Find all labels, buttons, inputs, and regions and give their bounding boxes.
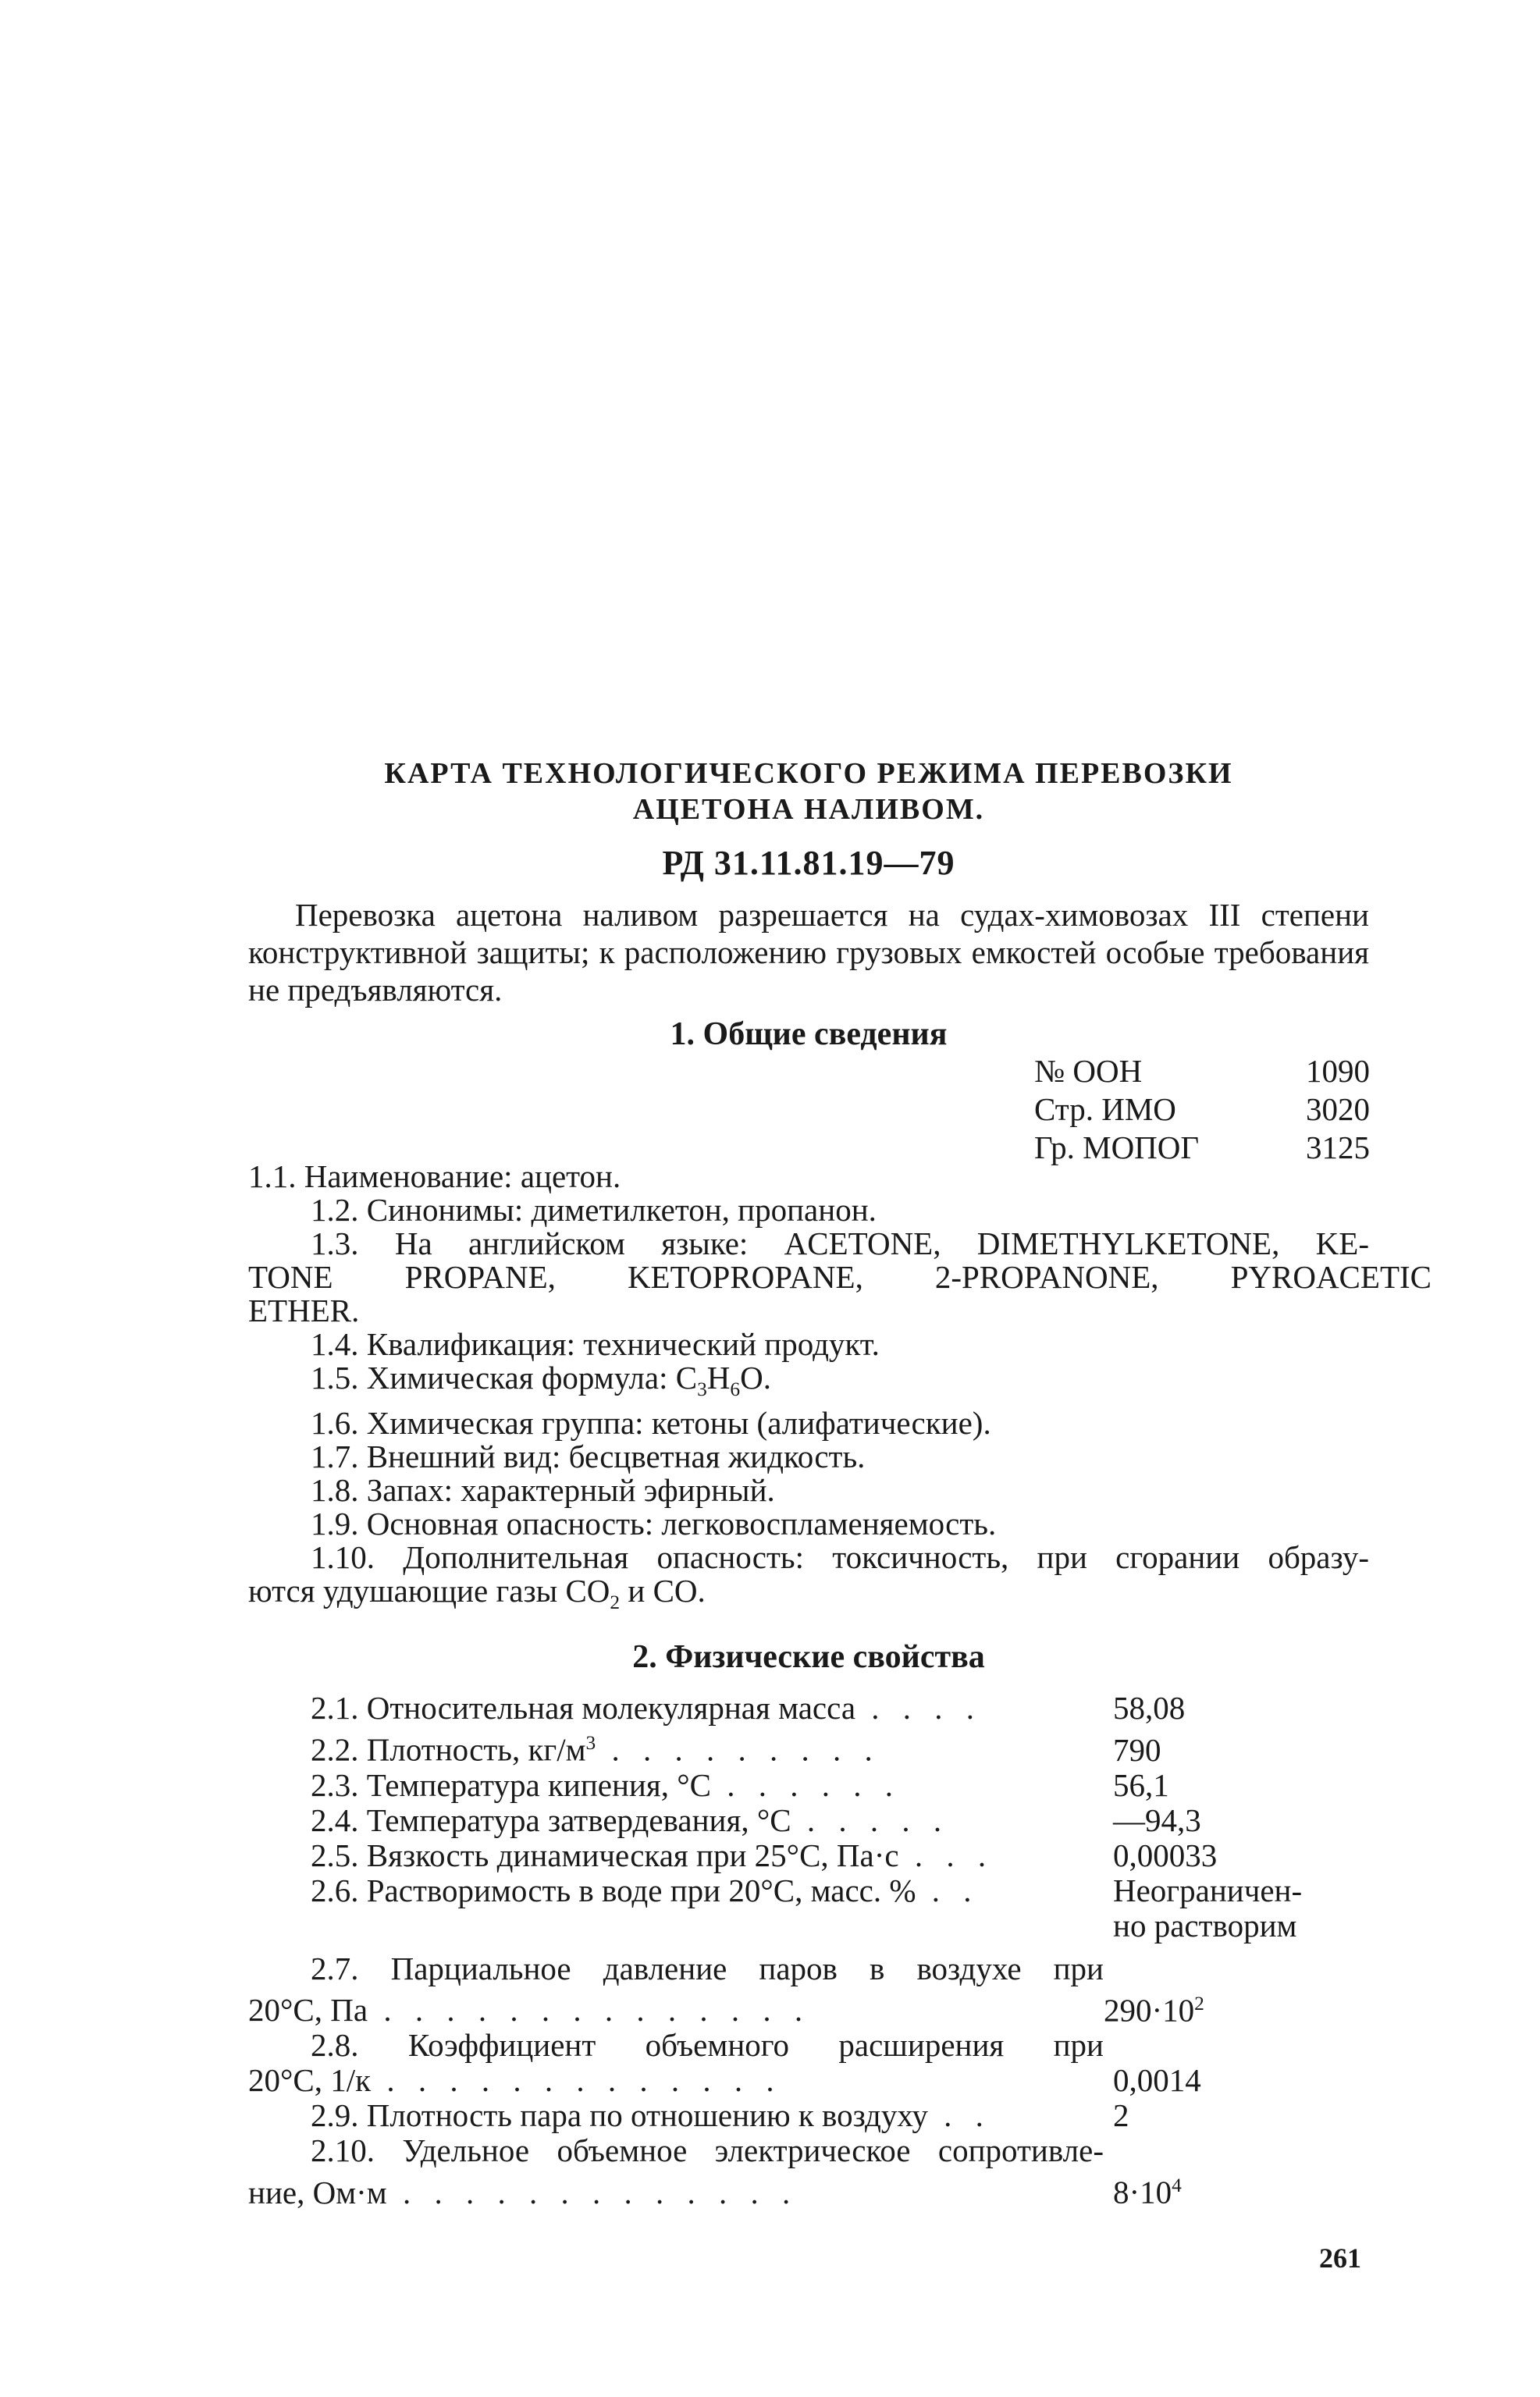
item-text: 1.4. Квалификация: технический продукт. — [311, 1326, 880, 1362]
subscript: 6 — [730, 1378, 741, 1401]
section2-heading: 2. Физические свойства — [632, 1639, 985, 1675]
property-row — [248, 1768, 1369, 1803]
property-row-continuation — [248, 2168, 1369, 2210]
property-value: 58,08 — [1113, 1690, 1186, 1726]
document-code: РД 31.11.81.19—79 — [662, 844, 955, 882]
property-row — [248, 1726, 1369, 1768]
list-item — [248, 1193, 1369, 1227]
list-item-continuation — [186, 1261, 1432, 1294]
subscript: 2 — [610, 1591, 621, 1614]
property-value: 8·10 — [1113, 2174, 1172, 2210]
list-item — [248, 1361, 1369, 1407]
item-text: 1.7. Внешний вид: бесцветная жидкость. — [311, 1439, 866, 1475]
dot-leader: . . — [927, 2098, 991, 2134]
property-label: 2.8. Коэффициент объемного расширения при — [311, 2028, 1104, 2064]
item-text: TONE PROPANE, KETOPROPANE, 2-PROPANONE, PYROACETIC — [248, 1259, 1432, 1295]
property-label: 2.4. Температура затвердевания, °С — [311, 1802, 791, 1838]
property-row — [248, 1873, 1369, 1908]
property-label: 2.7. Парциальное давление паров в воздухе при — [311, 1951, 1104, 1986]
code-row — [1034, 1052, 1370, 1090]
item-text: ются удушающие газы CO — [248, 1573, 610, 1609]
code-label: Гр. МОПОГ — [1034, 1129, 1200, 1165]
property-label: 20°С, Па — [248, 1993, 368, 2029]
item-text: 1.3. На английском языке: ACETONE, DIMETHYLKETONE, KE- — [311, 1225, 1369, 1261]
item-text: 1.1. Наименование: ацетон. — [248, 1158, 621, 1194]
document-title-line2: АЦЕТОНА НАЛИВОМ. — [632, 793, 985, 826]
item-text: 1.6. Химическая группа: кетоны (алифатические). — [311, 1405, 991, 1442]
property-row-continuation — [248, 1908, 1369, 1944]
property-label: 2.3. Температура кипения, °С — [311, 1767, 711, 1803]
section1-heading: 1. Общие сведения — [670, 1016, 948, 1052]
property-value: 0,00033 — [1113, 1837, 1218, 1873]
dot-leader: . . — [916, 1872, 980, 1908]
title-block — [248, 756, 1369, 885]
dot-leader: . . . . . . . . . . . . . — [386, 2175, 798, 2210]
property-value: —94,3 — [1113, 1801, 1201, 1838]
code-value: 3125 — [1306, 1129, 1370, 1165]
dot-leader: . . . . . . — [710, 1767, 901, 1803]
code-label: Стр. ИМО — [1034, 1091, 1176, 1127]
property-label: 20°С, 1/к — [248, 2063, 372, 2099]
property-row — [248, 2098, 1369, 2133]
list-item — [248, 1474, 1369, 1507]
list-item — [248, 1507, 1369, 1541]
list-item — [248, 1407, 1369, 1440]
codes-table — [1034, 1052, 1370, 1167]
list-item — [248, 1541, 1369, 1574]
property-value: 290·10 — [1104, 1992, 1195, 2029]
property-row-continuation — [248, 1986, 1369, 2029]
code-row — [1034, 1090, 1370, 1129]
list-item — [248, 1160, 1369, 1193]
property-row — [248, 2028, 1369, 2063]
property-row — [248, 2133, 1369, 2168]
item-text: и CO. — [620, 1573, 706, 1609]
item-text: ETHER. — [248, 1293, 360, 1328]
item-text: 1.2. Синонимы: диметилкетон, пропанон. — [311, 1192, 877, 1228]
item-text: 1.8. Запах: характерный эфирный. — [311, 1472, 775, 1509]
property-value: 790 — [1113, 1731, 1161, 1768]
dot-leader: . . . . . . . . . — [596, 1731, 880, 1768]
document-title-line1: КАРТА ТЕХНОЛОГИЧЕСКОГО РЕЖИМА ПЕРЕВОЗКИ — [384, 757, 1233, 790]
property-label: 2.6. Растворимость в воде при 20°С, масс. % — [311, 1872, 916, 1908]
dot-leader: . . . . . . . . . . . . . . — [368, 1993, 811, 2029]
superscript: 3 — [585, 1732, 596, 1754]
property-value: 0,0014 — [1113, 2062, 1201, 2099]
dot-leader: . . . . . . . . . . . . . — [371, 2063, 782, 2099]
subscript: 3 — [697, 1378, 707, 1401]
property-row-continuation — [248, 2063, 1369, 2098]
list-item — [248, 1328, 1369, 1361]
code-value: 3020 — [1306, 1091, 1370, 1127]
property-row — [248, 1803, 1369, 1838]
property-row — [248, 1691, 1369, 1726]
dot-leader: . . . . — [855, 1691, 983, 1726]
dot-leader: . . . . . — [791, 1802, 950, 1838]
property-label: ние, Ом·м — [248, 2175, 387, 2210]
code-value: 1090 — [1306, 1053, 1370, 1089]
list-item-continuation — [186, 1574, 1369, 1620]
code-label: № ООН — [1034, 1053, 1143, 1089]
list-item-continuation — [186, 1294, 1369, 1328]
property-value: 56,1 — [1113, 1766, 1169, 1803]
dot-leader: . . . — [898, 1837, 994, 1873]
superscript: 2 — [1194, 1992, 1204, 2015]
intro-paragraph: Перевозка ацетона наливом разрешается на судах-химовозах III степени конструктивной защиты; к расположению грузовых емкостей особые требования не предъявляются. — [248, 897, 1369, 1008]
property-row — [248, 1951, 1369, 1986]
property-label: 2.9. Плотность пара по отношению к воздуху — [311, 2098, 928, 2134]
property-label: 2.10. Удельное объемное электрическое сопротивле- — [311, 2133, 1104, 2169]
page-number: 261 — [1319, 2242, 1361, 2274]
property-label: 2.1. Относительная молекулярная масса — [311, 1691, 856, 1726]
property-row — [248, 1838, 1369, 1873]
property-label: 2.5. Вязкость динамическая при 25°С, Па·с — [311, 1837, 899, 1873]
item-text: 1.9. Основная опасность: легковоспламеняемость. — [311, 1506, 997, 1542]
property-label: 2.2. Плотность, кг/м — [311, 1731, 586, 1768]
item-text: 1.10. Дополнительная опасность: токсичность, при сгорании образу- — [311, 1539, 1369, 1576]
property-value: Неограничен- — [1113, 1872, 1303, 1908]
superscript: 4 — [1172, 2175, 1182, 2197]
physical-properties-list — [248, 1691, 1369, 2210]
item-text: O. — [740, 1360, 771, 1396]
item-text: 1.5. Химическая формула: C — [311, 1360, 698, 1396]
property-value: 2 — [1113, 2097, 1129, 2134]
list-item — [248, 1227, 1369, 1261]
general-info-list — [248, 1158, 1432, 1620]
list-item — [248, 1440, 1369, 1474]
property-value: но растворим — [1113, 1907, 1297, 1944]
item-text: H — [706, 1360, 731, 1396]
